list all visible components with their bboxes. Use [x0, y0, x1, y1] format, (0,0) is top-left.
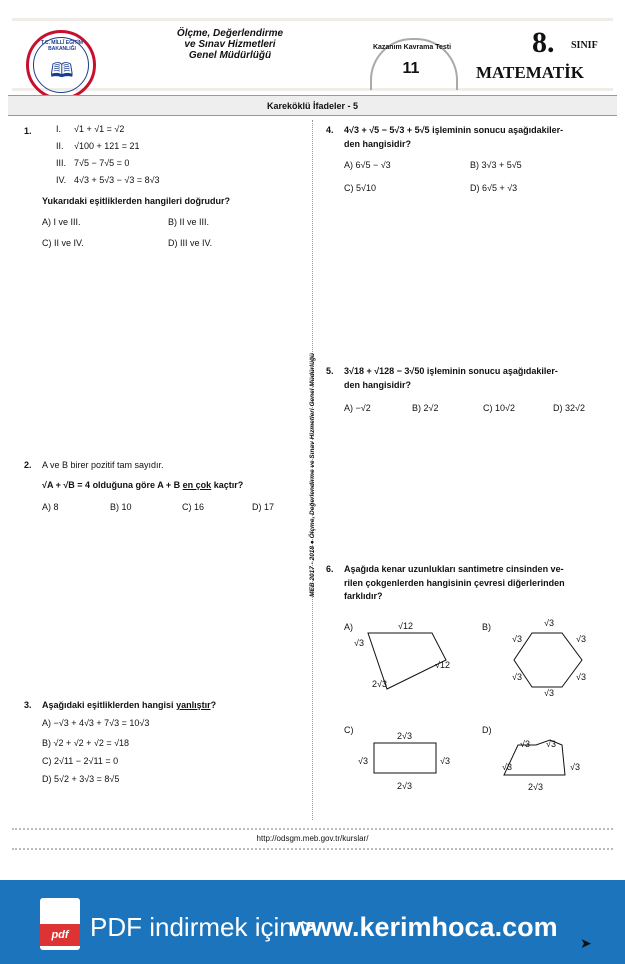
kazanim-label: Kazanım Kavrama Testi — [372, 44, 452, 51]
pdf-icon: pdf — [40, 898, 80, 950]
subject: MATEMATİK — [476, 63, 584, 82]
footer-url[interactable]: http://odsgm.meb.gov.tr/kurslar/ — [256, 834, 369, 843]
topic-title: Kareköklü İfadeler - 5 — [266, 101, 359, 111]
torch-icon: 🕮 — [50, 60, 74, 82]
cursor-icon: ➤ — [580, 935, 592, 951]
side-caption: MEB 2017 - 2018 ● Ölçme, Değerlendirme ve Sınav Hizmetleri Genel Müdürlüğü — [309, 353, 316, 597]
org-name: Ölçme, Değerlendirme ve Sınav Hizmetleri Genel Müdürlüğü — [176, 28, 284, 61]
banner-text: PDF indirmek için > — [90, 912, 317, 942]
site-link[interactable]: www.kerimhoca.com — [290, 912, 558, 942]
grade: 8. — [532, 26, 555, 59]
hexagon-b — [514, 633, 582, 687]
test-number: 11 — [402, 60, 420, 77]
rectangle-c — [374, 743, 436, 773]
